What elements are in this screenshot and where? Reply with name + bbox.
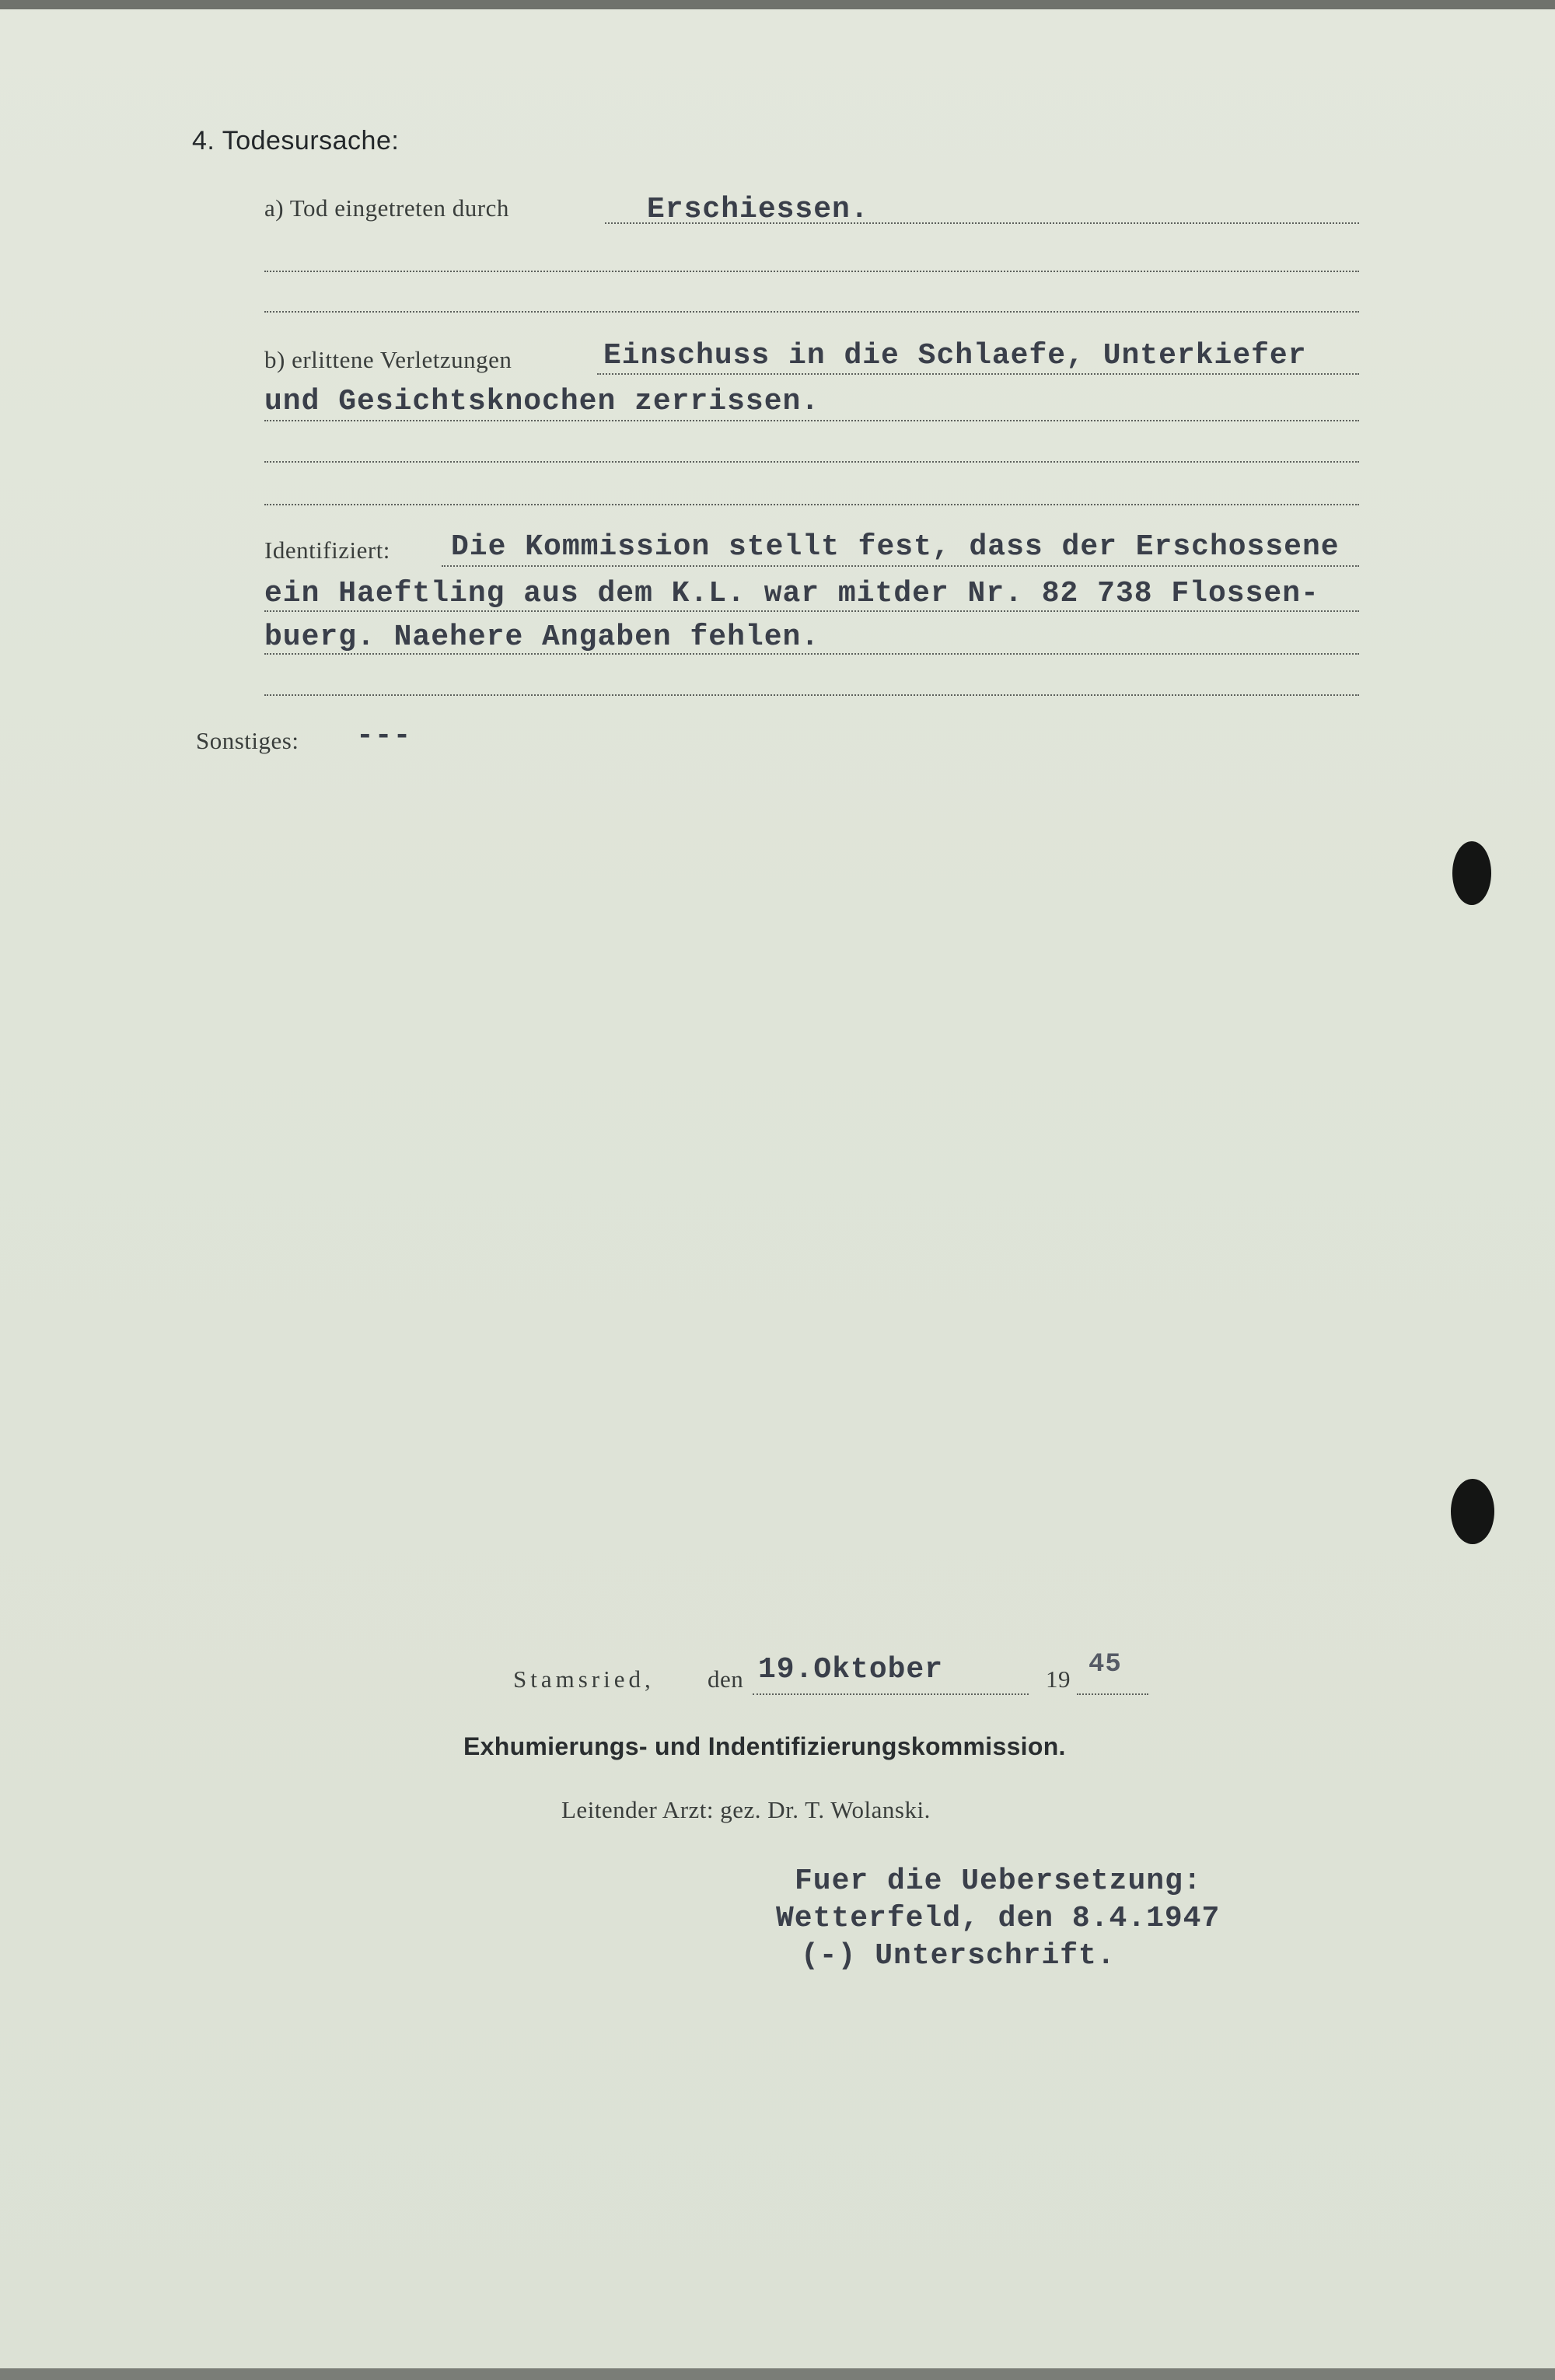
translation-line2: Wetterfeld, den 8.4.1947 (776, 1902, 1221, 1935)
other-label: Sonstiges: (196, 727, 299, 754)
translation-line3: (-) Unterschrift. (801, 1939, 1116, 1973)
cause-a-value: Erschiessen. (647, 193, 869, 226)
dotted-line (264, 271, 1359, 272)
identification-line2: ein Haeftling aus dem K.L. war mitder Nr. 82 738 Flossen- (264, 577, 1319, 610)
dotted-line (1077, 1693, 1148, 1695)
cause-b-value-line1: Einschuss in die Schlaefe, Unterkiefer (603, 339, 1307, 372)
identification-label: Identifiziert: (264, 536, 390, 564)
date-value: 19.Oktober (758, 1653, 944, 1686)
scan-edge-bottom (0, 2368, 1555, 2380)
cause-b-label: b) erlittene Verletzungen (264, 346, 512, 373)
dotted-line (442, 565, 1359, 567)
section-heading: 4. Todesursache: (192, 126, 400, 156)
cause-b-value-line2: und Gesichtsknochen zerrissen. (264, 385, 820, 418)
place-name: Stamsried, (513, 1665, 655, 1693)
year-prefix: 19 (1046, 1665, 1071, 1693)
dotted-line (264, 311, 1359, 313)
dotted-line (264, 461, 1359, 463)
dotted-line (264, 610, 1359, 612)
scan-edge-top (0, 0, 1555, 9)
cause-a-label: a) Tod eingetreten durch (264, 194, 509, 222)
punch-hole (1452, 841, 1491, 905)
dotted-line (753, 1693, 1029, 1695)
show-through-texture (435, 1026, 451, 1053)
translation-line1: Fuer die Uebersetzung: (795, 1865, 1202, 1898)
identification-line3: buerg. Naehere Angaben fehlen. (264, 620, 820, 654)
dotted-line (264, 504, 1359, 505)
dotted-line (264, 694, 1359, 696)
dotted-line (264, 653, 1359, 655)
punch-hole (1451, 1479, 1494, 1544)
other-value: --- (356, 719, 412, 753)
date-den-label: den (708, 1665, 744, 1693)
identification-line1: Die Kommission stellt fest, dass der Erschossene (451, 530, 1340, 564)
leading-doctor: Leitender Arzt: gez. Dr. T. Wolanski. (561, 1796, 931, 1823)
dotted-line (264, 420, 1359, 421)
dotted-line (597, 373, 1359, 375)
commission-name: Exhumierungs- und Indentifizierungskommission. (463, 1732, 1066, 1760)
year-suffix: 45 (1088, 1650, 1122, 1679)
